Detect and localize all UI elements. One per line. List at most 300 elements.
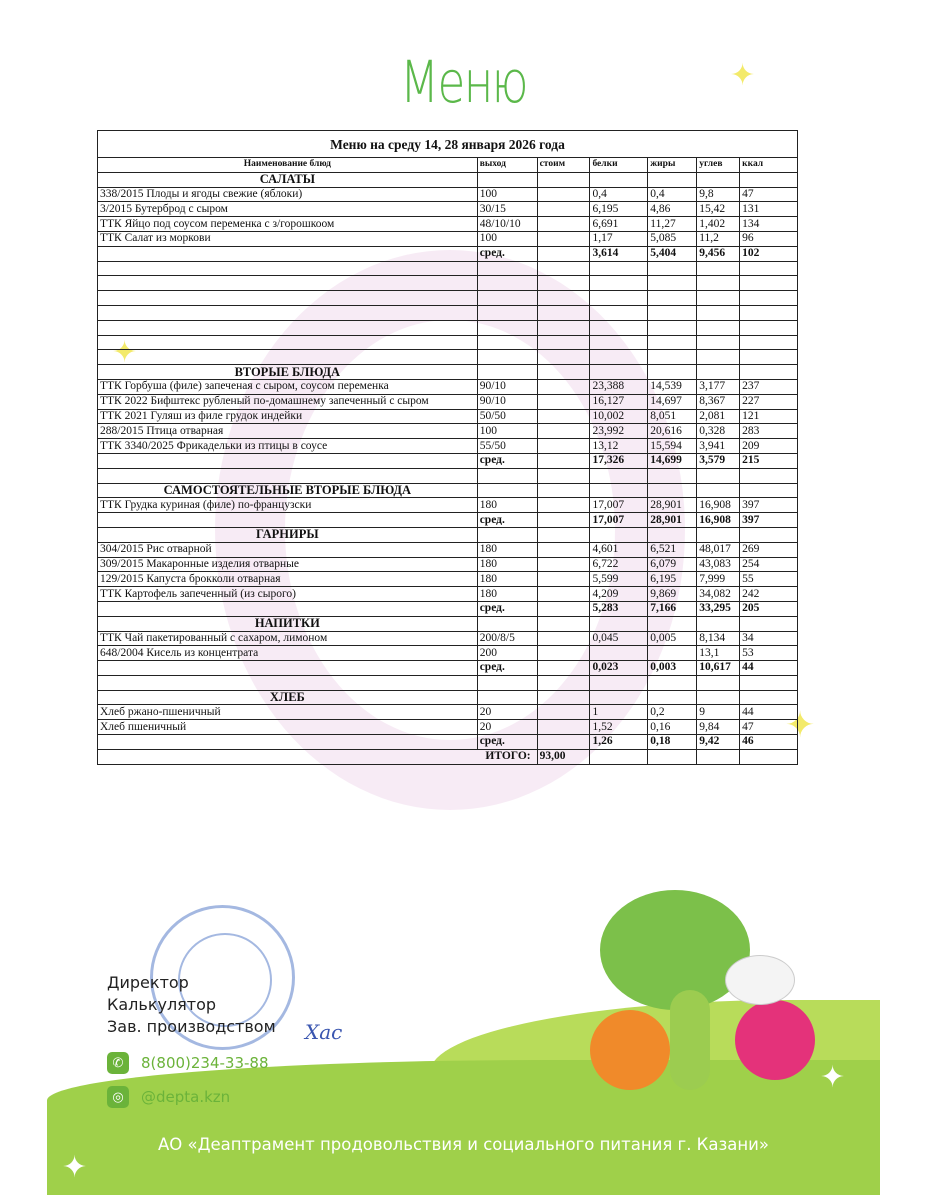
column-header: выход [477,158,537,173]
sparkle-icon: ✦ [112,335,138,370]
empty-row [98,350,798,365]
table-cell [537,187,590,202]
table-cell [477,527,537,542]
table-cell: 0,2 [648,705,697,720]
beet-illustration [735,1000,815,1080]
table-cell: 269 [740,542,798,557]
section-title: НАПИТКИ [98,616,478,631]
table-cell [537,720,590,735]
table-cell: 8,367 [697,394,740,409]
table-cell: сред. [477,601,537,616]
table-cell: 3,579 [697,453,740,468]
table-cell [740,690,798,705]
menu-table [97,130,798,765]
table-row [98,379,798,394]
dish-name: 304/2015 Рис отварной [98,542,478,557]
table-cell: 6,722 [590,557,648,572]
table-cell: 6,079 [648,557,697,572]
table-cell: 5,283 [590,601,648,616]
table-cell: 121 [740,409,798,424]
table-cell [477,690,537,705]
table-cell: сред. [477,661,537,676]
table-cell: 6,195 [590,202,648,217]
phone-number[interactable]: 8(800)234-33-88 [141,1054,269,1072]
table-cell: 96 [740,231,798,246]
table-cell: 44 [740,661,798,676]
table-cell: 4,86 [648,202,697,217]
table-cell [697,305,740,320]
table-cell: 4,601 [590,542,648,557]
total-label: ИТОГО: [98,749,538,764]
table-cell [537,453,590,468]
table-cell [537,439,590,454]
table-cell [537,350,590,365]
total-value: 93,00 [537,749,590,764]
table-cell [697,690,740,705]
table-cell [740,365,798,380]
table-cell [537,498,590,513]
table-cell: 8,051 [648,409,697,424]
table-cell: 242 [740,587,798,602]
table-cell: 9,456 [697,246,740,261]
dish-name: ТТК Салат из моркови [98,231,478,246]
table-cell [590,749,648,764]
empty-row [98,675,798,690]
table-cell: 9,42 [697,735,740,750]
table-cell [477,483,537,498]
table-cell [648,749,697,764]
table-cell [648,335,697,350]
table-cell: 205 [740,601,798,616]
table-cell: 6,691 [590,217,648,232]
table-cell [537,661,590,676]
section-title: САМОСТОЯТЕЛЬНЫЕ ВТОРЫЕ БЛЮДА [98,483,478,498]
table-cell [537,616,590,631]
dish-name: 309/2015 Макаронные изделия отварные [98,557,478,572]
table-cell [740,261,798,276]
table-cell: 15,42 [697,202,740,217]
table-cell: 5,599 [590,572,648,587]
organization-name: АО «Деаптрамент продовольствия и социального питания г. Казани» [158,1135,769,1154]
section-row [98,690,798,705]
table-cell [537,542,590,557]
table-cell [537,409,590,424]
table-cell [648,690,697,705]
table-cell [590,172,648,187]
role-calculator: Калькулятор [107,995,217,1014]
section-row [98,365,798,380]
table-cell: сред. [477,513,537,528]
table-cell: 4,209 [590,587,648,602]
table-row [98,187,798,202]
table-row [98,409,798,424]
table-row [98,424,798,439]
table-cell: 50/50 [477,409,537,424]
empty-row [98,335,798,350]
table-cell [590,320,648,335]
table-cell [98,291,478,306]
dish-name: 3/2015 Бутерброд с сыром [98,202,478,217]
section-row [98,527,798,542]
broccoli-illustration [600,890,750,1010]
table-cell: 17,326 [590,453,648,468]
section-row [98,172,798,187]
table-cell: 48/10/10 [477,217,537,232]
table-row [98,231,798,246]
table-cell: 102 [740,246,798,261]
table-cell [537,261,590,276]
section-title: САЛАТЫ [98,172,478,187]
average-row [98,601,798,616]
dish-name: ТТК Картофель запеченный (из сырого) [98,587,478,602]
table-cell: 1,17 [590,231,648,246]
dish-name [98,453,478,468]
table-cell: 5,404 [648,246,697,261]
dish-name: 129/2015 Капуста брокколи отварная [98,572,478,587]
table-cell [740,350,798,365]
table-cell [98,261,478,276]
table-cell [697,320,740,335]
table-cell: 180 [477,542,537,557]
table-cell [590,350,648,365]
dish-name [98,661,478,676]
table-cell: 200/8/5 [477,631,537,646]
table-cell [697,468,740,483]
table-cell: 1 [590,705,648,720]
table-header [98,158,798,173]
role-director: Директор [107,973,189,992]
dish-name: Хлеб ржано-пшеничный [98,705,478,720]
table-cell [740,527,798,542]
sparkle-icon: ✦ [820,1060,846,1095]
table-cell: 90/10 [477,379,537,394]
table-cell: 180 [477,572,537,587]
table-cell [590,616,648,631]
table-cell [697,335,740,350]
table-cell: 14,539 [648,379,697,394]
table-cell [477,468,537,483]
table-cell: 46 [740,735,798,750]
table-cell: 397 [740,498,798,513]
table-cell [477,616,537,631]
table-row [98,646,798,661]
table-cell [590,468,648,483]
phone-icon: ✆ [107,1052,129,1074]
table-cell: 5,085 [648,231,697,246]
table-cell [537,468,590,483]
table-cell [590,276,648,291]
table-row [98,631,798,646]
table-cell [740,483,798,498]
table-cell: 3,177 [697,379,740,394]
table-cell [697,749,740,764]
table-cell [537,320,590,335]
table-cell [98,468,478,483]
signature-roles [107,972,276,1038]
table-cell: 20 [477,720,537,735]
instagram-contact [107,1086,230,1108]
table-cell [98,320,478,335]
table-cell [740,675,798,690]
table-cell: 47 [740,720,798,735]
table-cell [648,261,697,276]
table-row [98,705,798,720]
section-row [98,616,798,631]
table-cell: 55 [740,572,798,587]
table-cell [537,513,590,528]
table-cell: 34,082 [697,587,740,602]
table-cell: 1,52 [590,720,648,735]
dish-name: 288/2015 Птица отварная [98,424,478,439]
table-cell [98,305,478,320]
table-cell [98,350,478,365]
empty-row [98,305,798,320]
table-cell: 15,594 [648,439,697,454]
table-cell: 13,1 [697,646,740,661]
dish-name: ТТК Грудка куриная (филе) по-французски [98,498,478,513]
table-cell [98,675,478,690]
table-row [98,557,798,572]
table-cell: 0,4 [648,187,697,202]
table-cell: 0,005 [648,631,697,646]
table-cell [697,616,740,631]
column-header: стоим [537,158,590,173]
dish-name [98,246,478,261]
table-cell [590,305,648,320]
table-cell [648,646,697,661]
instagram-icon: ◎ [107,1086,129,1108]
table-cell [648,468,697,483]
table-cell [697,527,740,542]
table-cell: 9 [697,705,740,720]
table-cell [537,379,590,394]
table-cell [590,675,648,690]
table-cell [697,172,740,187]
table-cell: 254 [740,557,798,572]
table-cell [740,320,798,335]
table-cell [740,335,798,350]
section-title: ХЛЕБ [98,690,478,705]
table-row [98,439,798,454]
section-row [98,483,798,498]
table-cell [537,705,590,720]
table-row [98,202,798,217]
dish-name: ТТК Яйцо под соусом переменка с з/горошкоом [98,217,478,232]
dish-name: Хлеб пшеничный [98,720,478,735]
table-cell [537,483,590,498]
table-cell [98,335,478,350]
table-cell: 8,134 [697,631,740,646]
table-cell [697,675,740,690]
table-cell [537,557,590,572]
table-cell: 0,328 [697,424,740,439]
table-cell: 90/10 [477,394,537,409]
dish-name [98,601,478,616]
dish-name [98,735,478,750]
table-cell: 3,941 [697,439,740,454]
dish-name: 648/2004 Кисель из концентрата [98,646,478,661]
table-cell [537,601,590,616]
table-cell [590,365,648,380]
empty-row [98,291,798,306]
column-header: белки [590,158,648,173]
column-header: углев [697,158,740,173]
footer-band [47,1060,880,1195]
table-cell: 9,869 [648,587,697,602]
dish-name: ТТК 2021 Гуляш из филе грудок индейки [98,409,478,424]
dish-name: ТТК 3340/2025 Фрикадельки из птицы в соусе [98,439,478,454]
table-cell [697,350,740,365]
section-title: ГАРНИРЫ [98,527,478,542]
sparkle-icon: ✦ [62,1150,88,1185]
sparkle-icon: ✦ [785,705,816,746]
dish-name: ТТК Чай пакетированный с сахаром, лимоном [98,631,478,646]
table-cell [477,320,537,335]
table-cell [740,616,798,631]
table-cell: 43,083 [697,557,740,572]
table-cell [697,276,740,291]
table-row [98,217,798,232]
table-cell [537,631,590,646]
onion-illustration [590,1010,670,1090]
chef-hat-illustration [725,955,795,1005]
table-cell: 48,017 [697,542,740,557]
table-cell: 10,617 [697,661,740,676]
table-cell: 10,002 [590,409,648,424]
table-cell: 100 [477,231,537,246]
table-cell: 53 [740,646,798,661]
average-row [98,735,798,750]
table-cell: 0,18 [648,735,697,750]
empty-row [98,320,798,335]
column-header: Наименование блюд [98,158,478,173]
table-cell: 11,2 [697,231,740,246]
instagram-handle[interactable]: @depta.kzn [141,1088,231,1106]
section-title: ВТОРЫЕ БЛЮДА [98,365,478,380]
table-cell: 9,8 [697,187,740,202]
table-cell [537,365,590,380]
table-cell: 1,26 [590,735,648,750]
phone-contact [107,1052,269,1074]
table-cell [537,424,590,439]
table-cell: 17,007 [590,498,648,513]
table-cell: 134 [740,217,798,232]
table-cell: 6,195 [648,572,697,587]
table-cell: 23,388 [590,379,648,394]
table-cell [648,365,697,380]
sparkle-icon: ✦ [730,58,756,93]
table-cell [740,749,798,764]
page-title: Меню [400,48,527,116]
table-cell [537,217,590,232]
table-cell: 200 [477,646,537,661]
table-cell [740,468,798,483]
table-cell [590,261,648,276]
table-cell [697,291,740,306]
table-cell: 0,003 [648,661,697,676]
table-cell: 7,999 [697,572,740,587]
table-cell: 30/15 [477,202,537,217]
average-row [98,453,798,468]
table-cell [648,350,697,365]
table-cell: сред. [477,246,537,261]
table-cell [477,335,537,350]
broccoli-character [670,990,710,1090]
table-cell [537,276,590,291]
table-row [98,572,798,587]
table-row [98,720,798,735]
table-cell: 16,908 [697,498,740,513]
dish-name: ТТК Горбуша (филе) запеченая с сыром, соусом переменка [98,379,478,394]
table-cell [537,527,590,542]
dish-name: 338/2015 Плоды и ягоды свежие (яблоки) [98,187,478,202]
table-cell: 28,901 [648,498,697,513]
table-cell [648,276,697,291]
table-cell [648,527,697,542]
table-cell: 44 [740,705,798,720]
average-row [98,513,798,528]
table-cell: 20,616 [648,424,697,439]
table-cell [537,202,590,217]
dish-name: ТТК 2022 Бифштекс рубленый по-домашнему запеченный с сыром [98,394,478,409]
table-cell: 215 [740,453,798,468]
table-cell [98,276,478,291]
role-production-head: Зав. производством [107,1017,276,1036]
average-row [98,661,798,676]
table-cell [537,231,590,246]
table-cell: 23,992 [590,424,648,439]
table-cell [537,335,590,350]
table-cell: 34 [740,631,798,646]
table-cell: 20 [477,705,537,720]
table-row [98,498,798,513]
table-cell [590,690,648,705]
table-cell [740,305,798,320]
table-cell: 14,699 [648,453,697,468]
table-cell: 9,84 [697,720,740,735]
table-cell: 100 [477,187,537,202]
table-cell: 55/50 [477,439,537,454]
table-cell [537,587,590,602]
table-cell: 100 [477,424,537,439]
table-cell: 3,614 [590,246,648,261]
table-cell: 209 [740,439,798,454]
table-cell [477,172,537,187]
column-header: жиры [648,158,697,173]
table-cell: 180 [477,557,537,572]
table-cell [477,305,537,320]
table-cell: 237 [740,379,798,394]
table-cell [648,305,697,320]
table-cell [590,291,648,306]
table-cell: 16,908 [697,513,740,528]
table-cell [648,616,697,631]
table-cell: 180 [477,587,537,602]
table-cell [740,172,798,187]
table-cell [477,291,537,306]
table-cell [537,394,590,409]
table-cell [477,675,537,690]
table-cell [648,291,697,306]
column-header: ккал [740,158,798,173]
table-cell [648,172,697,187]
empty-row [98,276,798,291]
table-cell: 47 [740,187,798,202]
table-cell [648,483,697,498]
average-row [98,246,798,261]
table-cell: 180 [477,498,537,513]
table-cell [590,646,648,661]
